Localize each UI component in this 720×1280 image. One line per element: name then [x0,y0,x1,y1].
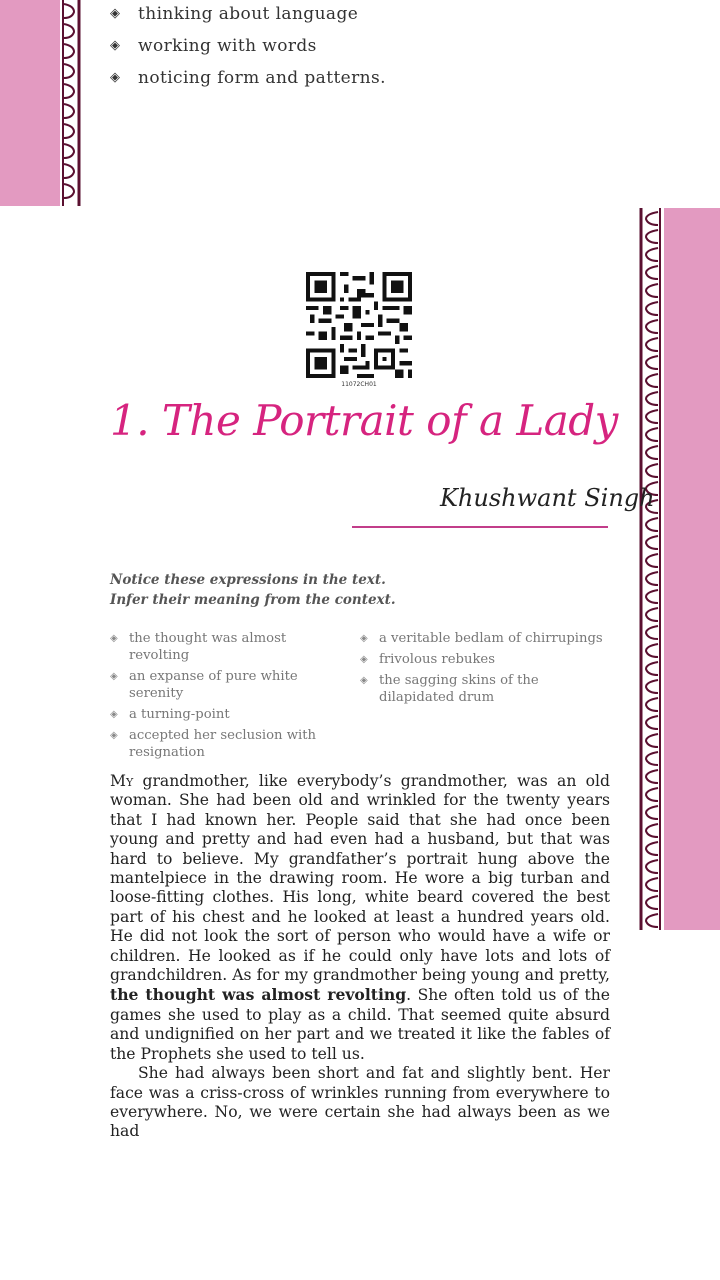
list-item: ◈ the thought was almost revolting [110,631,287,663]
diamond-bullet-icon: ◈ [110,709,118,720]
diamond-bullet-icon: ◈ [360,654,368,665]
diamond-bullet-icon: ◈ [110,730,118,741]
top-scroll-border [60,0,82,206]
objectives-list [110,0,386,94]
list-item: ◈ thinking about language [110,0,386,30]
expressions-list-left [110,630,348,765]
diamond-bullet-icon: ◈ [110,633,118,644]
list-item: ◈ the sagging skins of the dilapidated drum [360,673,539,705]
qr-code-label: 11072CH01 [341,381,377,388]
top-decorative-band [0,0,60,206]
qr-code-image [306,272,412,378]
chapter-body [110,772,610,1142]
notice-line-2: Infer their meaning from the context. [110,592,396,608]
diamond-bullet-icon: ◈ [360,675,368,686]
list-item: ◈ an expanse of pure white serenity [110,669,298,701]
diamond-bullet-icon: ◈ [360,633,368,644]
expressions-list-right [360,630,612,710]
right-scroll-border [636,208,664,930]
list-item: ◈ frivolous rebukes [360,652,496,667]
author-underline [352,526,608,528]
chapter-title: 1. The Portrait of a Lady [110,396,618,445]
list-item: ◈ a turning-point [110,707,230,722]
list-item: ◈ accepted her seclusion with resignation [110,728,316,760]
notice-line-1: Notice these expressions in the text. [110,572,386,588]
notice-instructions [110,570,396,610]
list-item: ◈ a veritable bedlam of chirrupings [360,631,603,646]
paragraph: My grandmother, like everybody’s grandmother, was an old woman. She had been old and wrinkled for the twenty years that I had known her. People said that she had once been young and pretty and had even had a husband, but that was hard to believe. My grandfather’s portrait hung above the mantelpiece in the drawing room. He wore a big turban and loose-fitting clothes. His long, white beard covered the best part of his chest and he looked at least a hundred years old. He did not look the sort of person who would have a wife or children. He looked as if he could only have lots and lots of grandchildren. As for my grandmother being young and pretty, the thought was almost revolting. She often told us of the games she used to play as a child. That seemed quite absurd and undignified on her part and we treated it like the fables of the Prophets she used to tell us. [110,772,611,1063]
right-decorative-band [664,208,720,930]
author-name: Khushwant Singh [440,484,655,512]
diamond-bullet-icon: ◈ [110,38,121,53]
list-item: ◈ working with words [110,30,386,62]
paragraph-opening: My [110,772,134,790]
paragraph: She had always been short and fat and slightly bent. Her face was a criss-cross of wrinkles running from everywhere to everywhere. No, we were certain she had always been as we had [110,1064,610,1141]
diamond-bullet-icon: ◈ [110,70,121,85]
highlighted-expression: the thought was almost revolting [110,985,407,1005]
list-item: ◈ noticing form and patterns. [110,62,386,94]
diamond-bullet-icon: ◈ [110,6,121,21]
diamond-bullet-icon: ◈ [110,671,118,682]
